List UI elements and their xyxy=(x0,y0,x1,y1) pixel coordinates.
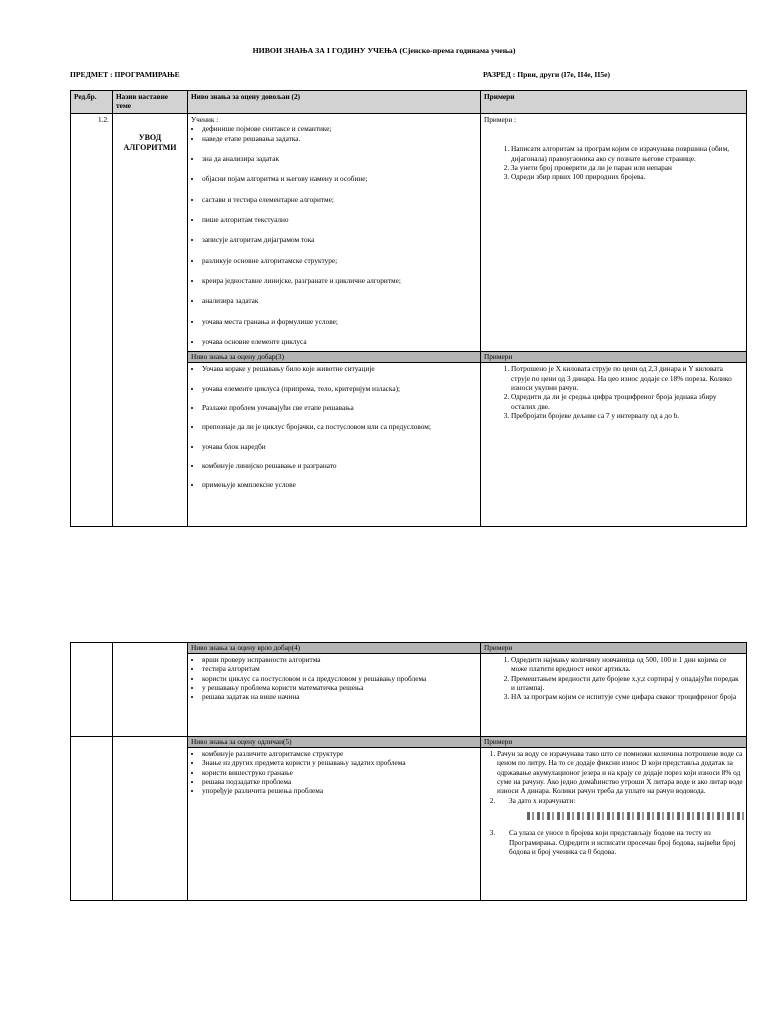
level-5-examples-cell xyxy=(481,748,747,901)
header-topic: Назив наставне теме xyxy=(113,91,188,114)
list-item: • препознаје да ли је циклус бројачки, са постусловом или са предусловом; xyxy=(202,422,477,431)
header-examples: Примери xyxy=(481,91,747,114)
level-4-cell xyxy=(188,654,481,737)
example-item: 1. Потрошено је X киловата струје по цени од 2,3 динара и Y киловата струје по цени од 3 динара. На цео износ додаје се 18% пореза. Колико износи укупни рачун. xyxy=(511,364,743,392)
subject-label: ПРЕДМЕТ : ПРОГРАМИРАЊЕ xyxy=(70,70,180,79)
list-item: • користи вишеструко гранање xyxy=(202,768,477,777)
list-item: • примењује комплексне услове xyxy=(202,480,477,489)
row-number xyxy=(71,643,113,737)
level-5-examples-list xyxy=(484,749,743,856)
list-item: • уочава елементе циклуса (припрема, тело, критеријум изласка); xyxy=(202,384,477,393)
list-item: • наведе етапе решавања задатка. xyxy=(202,134,477,143)
level-4-examples-header: Примери xyxy=(481,643,747,654)
example-item: 2. Одредити да ли је средња цифра троцифреног броја једнака збиру осталих две. xyxy=(511,392,743,411)
level-2-examples-cell xyxy=(481,114,747,352)
row-number: 1.2. xyxy=(71,114,113,527)
list-item: • решава подзадатке проблема xyxy=(202,777,477,786)
student-lead: Ученик : xyxy=(191,115,219,124)
level-3-cell xyxy=(188,363,481,527)
list-item: • пише алгоритам текстуално xyxy=(202,215,477,224)
list-item: • упоређује различита решења проблема xyxy=(202,786,477,795)
level-4-header-row xyxy=(71,643,747,654)
example-item: 2. Премештањем вредности дате бројеве x,y,z сортирај у опадајући поредак и штампај. xyxy=(511,674,743,693)
row-topic xyxy=(113,737,188,901)
level-4-header: Ниво знања за оцену врло добар(4) xyxy=(188,643,481,654)
list-item: • објасни појам алгоритма и његову намену и особине; xyxy=(202,174,477,183)
list-item: • зна да анализира задатак xyxy=(202,154,477,163)
level-2-list xyxy=(191,124,477,346)
list-item: • уочава основне елементе циклуса xyxy=(202,337,477,346)
list-item: • у решавању проблема користи математичка решења xyxy=(202,683,477,692)
list-item: • анализира задатак xyxy=(202,296,477,305)
example-item xyxy=(497,796,743,821)
table-row xyxy=(71,114,747,352)
row-topic xyxy=(113,114,188,527)
level-3-examples-header: Примери xyxy=(481,352,747,363)
formula-image xyxy=(519,811,743,820)
example-text: Са улаза се уносе n бројева који представљају бодове на тесту из Програмирања. Одредити и исписати просечан број бодова, највећи број бодова и број ученика са 0 бодова. xyxy=(509,828,736,856)
level-5-header-row xyxy=(71,737,747,748)
level-3-examples-cell xyxy=(481,363,747,527)
level-2-examples-list xyxy=(484,144,743,181)
level-4-examples-cell xyxy=(481,654,747,737)
example-item: 2. За унети број проверити да ли је паран или непаран xyxy=(511,163,743,172)
example-item xyxy=(497,749,743,796)
level-3-list xyxy=(191,364,477,489)
list-item: • записује алгоритам дијаграмом тока xyxy=(202,235,477,244)
list-item: • Уочава кораке у решавању било које животне ситуације xyxy=(202,364,477,373)
list-item: • уочава места гранања и формулише услове; xyxy=(202,317,477,326)
list-item: • Знање из других предмета користи у решавању задатих проблема xyxy=(202,758,477,767)
row-topic xyxy=(113,643,188,737)
list-item: • решава задатак на више начина xyxy=(202,692,477,701)
table-header-row xyxy=(71,91,747,114)
list-item: • врши проверу исправности алгоритма xyxy=(202,655,477,664)
level-5-list xyxy=(191,749,477,796)
examples-label: Примери : xyxy=(484,115,517,124)
level-5-cell xyxy=(188,748,481,901)
level-5-examples-header: Примери xyxy=(481,737,747,748)
list-item: • комбинује линијско решавање и разгранато xyxy=(202,461,477,470)
header-level: Ниво знања за оцену довољан (2) xyxy=(188,91,481,114)
level-4-examples-list xyxy=(484,655,743,702)
level-5-header: Ниво знања за оцену одличан(5) xyxy=(188,737,481,748)
list-item: • комбинује различите алгоритамске структуре xyxy=(202,749,477,758)
list-item: • тестира алгоритам xyxy=(202,664,477,673)
level-3-examples-list xyxy=(484,364,743,420)
list-item: • Разлаже проблем уочавајући све етапе решавања xyxy=(202,403,477,412)
header-number: Ред.бр. xyxy=(71,91,113,114)
example-item: 1. Написати алгоритам за програм којим се израчунава површина (обим, дијагонала) правоугаоника ако су познате његове странице. xyxy=(511,144,743,163)
example-item: 3. Пребројати бројеве дељиве са 7 у интервалу од a до b. xyxy=(511,411,743,420)
example-text: За дато x израчунати: xyxy=(509,795,576,805)
list-item: • користи циклус са постусловом и са предусловом у решавању проблема xyxy=(202,674,477,683)
list-item: • дефинише појмове синтаксе и семантике; xyxy=(202,124,477,133)
example-text: Рачун за воду се израчунава тако што се помножи количина потрошене воде са ценом по литру. На то се додаје фиксни износ D који представља додатак за одржавање акумулационог језера и на крају се додаје порез који износи 8% од суме на рачуну. Ако једно домаћинство утроши X литара воде и ако литар воде износи A динара. Колики рачун треба да уплате на рачун водовода. xyxy=(497,749,743,796)
document-title: НИВОИ ЗНАЊА ЗА I ГОДИНУ УЧЕЊА (Сјенско-према годинама учења) xyxy=(252,46,516,55)
example-item: 3. Одреди збир првих 100 природних бројева. xyxy=(511,172,743,181)
list-item: • разликује основне алгоритамске структуре; xyxy=(202,256,477,265)
level-2-cell xyxy=(188,114,481,352)
knowledge-table-2 xyxy=(70,642,747,901)
knowledge-table-1 xyxy=(70,90,747,527)
example-item: 3. НА за програм којим се испитује суме цифара сваког троцифреног броја xyxy=(511,692,743,701)
list-item: • уочава блок наредби xyxy=(202,442,477,451)
example-item xyxy=(497,828,743,856)
list-item: • састави и тестира елементарне алгоритме; xyxy=(202,195,477,204)
level-3-header: Ниво знања за оцену добар(3) xyxy=(188,352,481,363)
example-item: 1. Одредити најмању количину новчаница од 500, 100 и 1 дин којима се може платити вредност неког артикла. xyxy=(511,655,743,674)
row-number xyxy=(71,737,113,901)
level-4-list xyxy=(191,655,477,702)
list-item: • креира једноставне линијске, разгранате и цикличне алгоритме; xyxy=(202,276,477,285)
formula-scribble xyxy=(527,812,747,820)
topic-title: УВОД АЛГОРИТМИ xyxy=(123,133,177,153)
grade-label: РАЗРЕД : Први, други (I7е, II4е, II5е) xyxy=(483,70,611,79)
